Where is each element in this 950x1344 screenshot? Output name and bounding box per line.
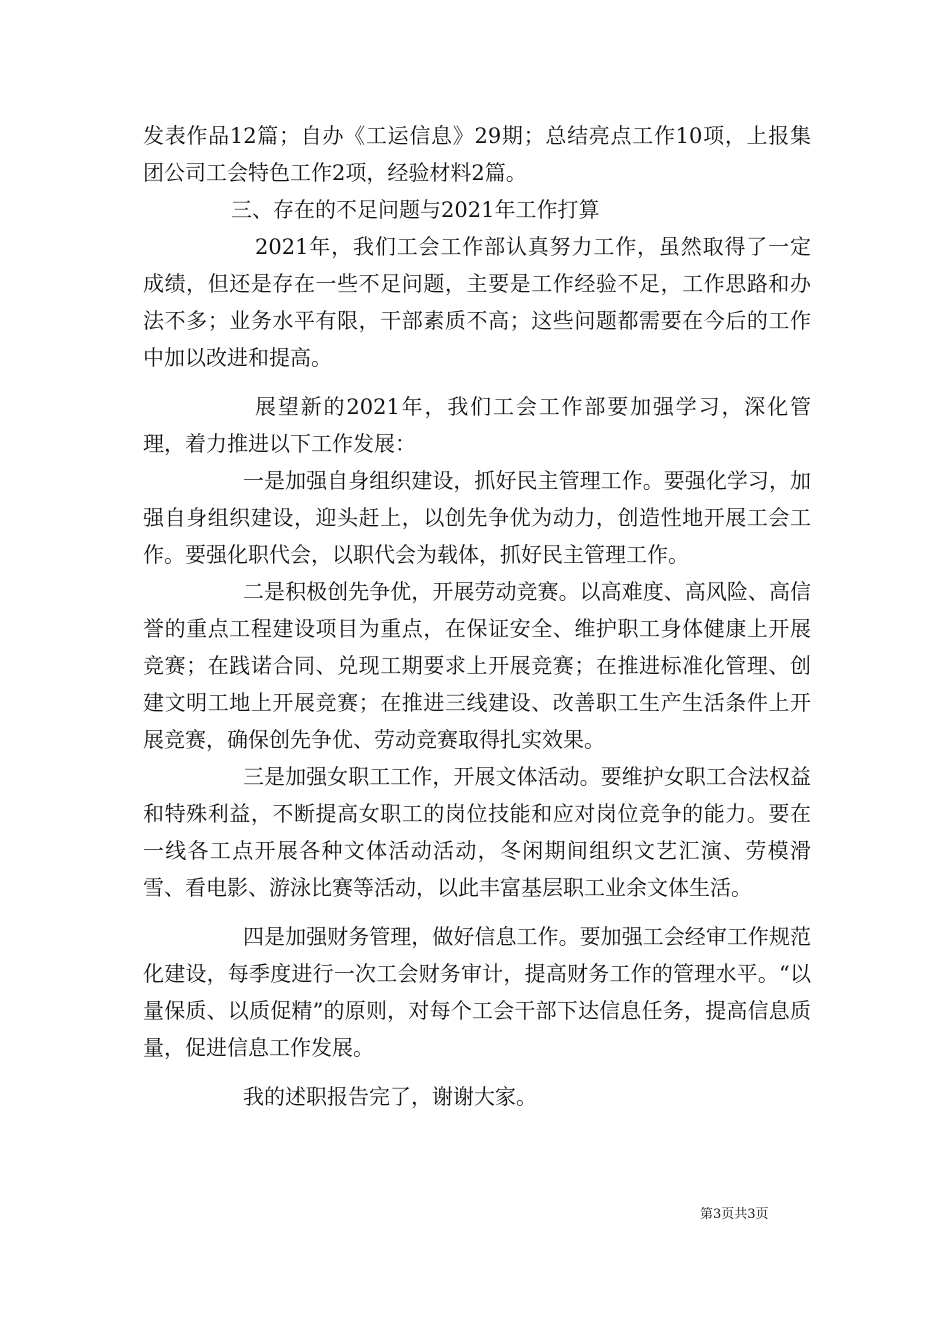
paragraph-closing: 我的述职报告完了，谢谢大家。 — [243, 1085, 537, 1109]
paragraph-plan-4: 四是加强财务管理，做好信息工作。要加强工会经审工作规范化建设，每季度进行一次工会财务审计，提高财务工作的管理水平。“以量保质、以质促精”的原则，对每个工会干部下达信息任务，提高信息质量，促进信息工作发展。 — [143, 925, 811, 1060]
paragraph-plan-1: 一是加强自身组织建设，抓好民主管理工作。要强化学习，加强自身组织建设，迎头赶上，以创先争优为动力，创造性地开展工会工作。要强化职代会，以职代会为载体，抓好民主管理工作。 — [143, 469, 811, 567]
page-number-footer: 第3页共3页 — [700, 1207, 769, 1222]
document-body — [143, 118, 811, 1116]
paragraph-continuation: 发表作品12篇；自办《工运信息》29期；总结亮点工作10项，上报集团公司工会特色工作2项，经验材料2篇。 — [143, 124, 811, 185]
paragraph-shortcomings: 2021年，我们工会工作部认真努力工作，虽然取得了一定成绩，但还是存在一些不足问题，主要是工作经验不足，工作思路和办法不多；业务水平有限，干部素质不高；这些问题都需要在今后的工作中加以改进和提高。 — [143, 235, 811, 370]
paragraph-plan-2: 二是积极创先争优，开展劳动竞赛。以高难度、高风险、高信誉的重点工程建设项目为重点，在保证安全、维护职工身体健康上开展竞赛；在践诺合同、兑现工期要求上开展竞赛；在推进标准化管理、创建文明工地上开展竞赛；在推进三线建设、改善职工生产生活条件上开展竞赛，确保创先争优、劳动竞赛取得扎实效果。 — [143, 580, 811, 752]
section-heading: 三、存在的不足问题与2021年工作打算 — [231, 198, 600, 222]
paragraph-plan-3: 三是加强女职工工作，开展文体活动。要维护女职工合法权益和特殊利益，不断提高女职工的岗位技能和应对岗位竞争的能力。要在一线各工点开展各种文体活动活动，冬闲期间组织文艺汇演、劳模滑雪、看电影、游泳比赛等活动，以此丰富基层职工业余文体生活。 — [143, 765, 811, 900]
paragraph-outlook: 展望新的2021年，我们工会工作部要加强学习，深化管理，着力推进以下工作发展： — [143, 395, 811, 456]
